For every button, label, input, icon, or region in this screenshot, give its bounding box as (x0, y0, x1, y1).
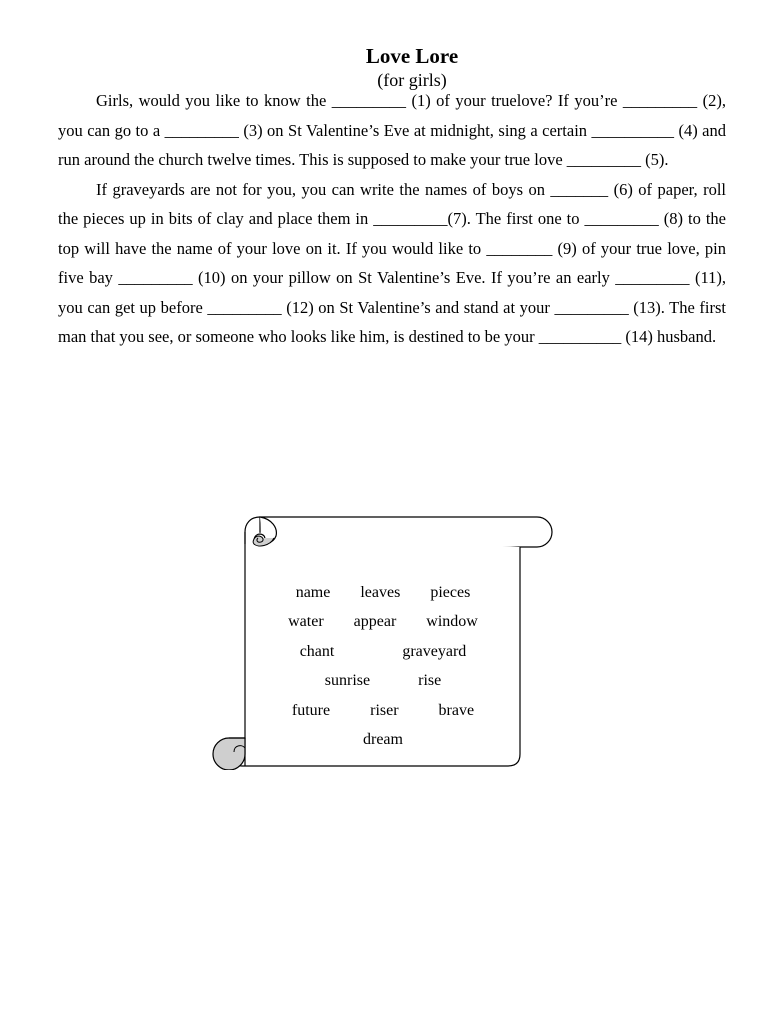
word-option: riser (370, 701, 399, 719)
word-option: leaves (360, 584, 401, 601)
word-option: appear (353, 613, 397, 631)
paragraph-2: If graveyards are not for you, you can write the names of boys on _______ (6) of paper, roll the pieces up in bits of clay and place them in _________(7). The first one to _________ (8) to the top will have the name of your love on it. If you would like to ________ (9) of your true love, pin five bay _________ (10) on your pillow on St Valentine’s Eve. If you’re an early _________ (11), you can get up before _________ (12) on St Valentine’s and stand at your _________ (13). The first man that you see, or someone who looks like him, is destined to be your __________ (14) husband. (58, 179, 726, 346)
story-text (58, 86, 726, 352)
word-option: window (426, 613, 478, 631)
word-option: chant (299, 642, 335, 660)
word-box (246, 578, 520, 754)
word-option: future (291, 701, 331, 719)
word-option: dream (363, 730, 403, 748)
word-row (246, 666, 520, 695)
paragraph-1: Girls, would you like to know the _________ (1) of your truelove? If you’re _________ (2), you can go to a _________ (3) on St Valentine’s Eve at midnight, sing a certain __________ (4) and run around the church twelve times. This is supposed to make your true love _________ (5). (58, 91, 726, 169)
word-option: pieces (430, 584, 471, 601)
word-option: rise (418, 672, 442, 690)
word-row (246, 637, 520, 666)
word-row (246, 696, 520, 725)
word-option: sunrise (324, 672, 371, 690)
word-option: brave (438, 701, 475, 719)
page-subtitle: (for girls) (377, 70, 447, 90)
word-option: water (288, 613, 324, 631)
word-row (246, 578, 520, 607)
word-row (246, 725, 520, 754)
word-option: graveyard (402, 642, 467, 660)
word-option: name (295, 584, 331, 601)
page-title: Love Lore (365, 44, 459, 68)
word-row (246, 607, 520, 636)
